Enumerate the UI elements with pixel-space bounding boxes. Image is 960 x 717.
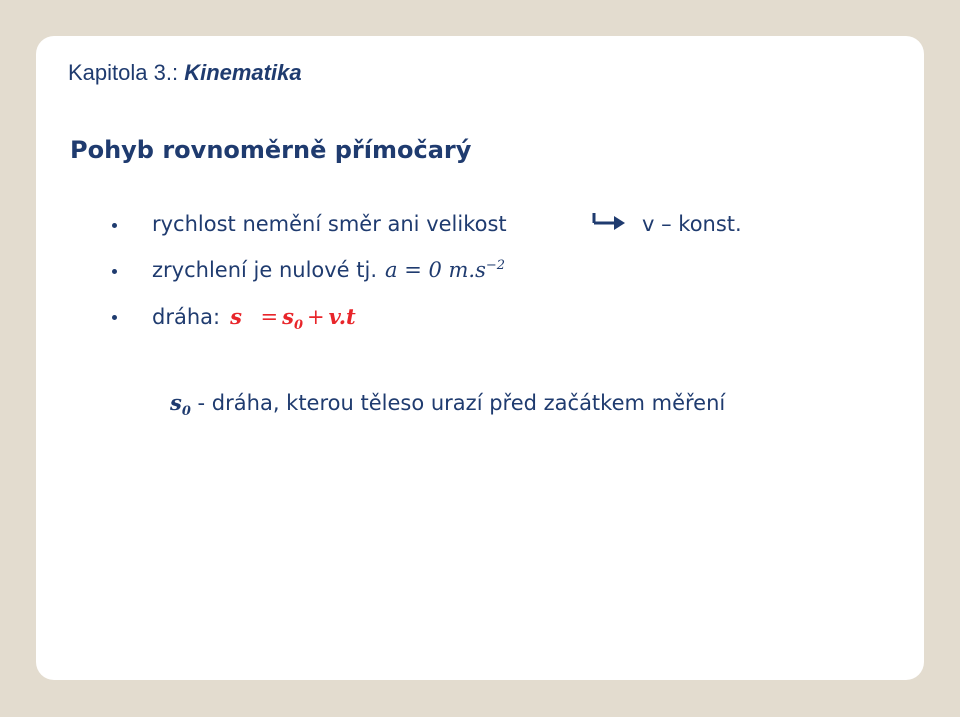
chapter-name: Kinematika	[184, 60, 302, 85]
long-right-arrow-icon	[592, 210, 626, 232]
bullet-dot-icon	[112, 223, 117, 228]
note-initial-distance	[170, 390, 725, 419]
bullet-dot-icon	[112, 315, 117, 320]
implication-text: v – konst.	[642, 212, 742, 236]
bullet-dot-icon	[112, 269, 117, 274]
chapter-prefix: Kapitola 3.:	[68, 60, 185, 85]
bullet-text: zrychlení je nulové tj.	[152, 258, 378, 282]
bullet-text: dráha:	[152, 305, 221, 329]
chapter-header	[68, 60, 302, 86]
acceleration-formula: a = 0 $m.s^{-2}$	[385, 258, 506, 282]
note-text: - dráha, kterou těleso urazí před začátkem měření	[190, 391, 726, 415]
bullet-text: rychlost nemění směr ani velikost	[152, 212, 507, 236]
slide	[36, 36, 924, 680]
note-symbol: $s_0$	[170, 390, 191, 420]
slide-title: Pohyb rovnoměrně přímočarý	[70, 136, 472, 164]
distance-formula: $s = s_0 + v.t$	[230, 304, 356, 334]
